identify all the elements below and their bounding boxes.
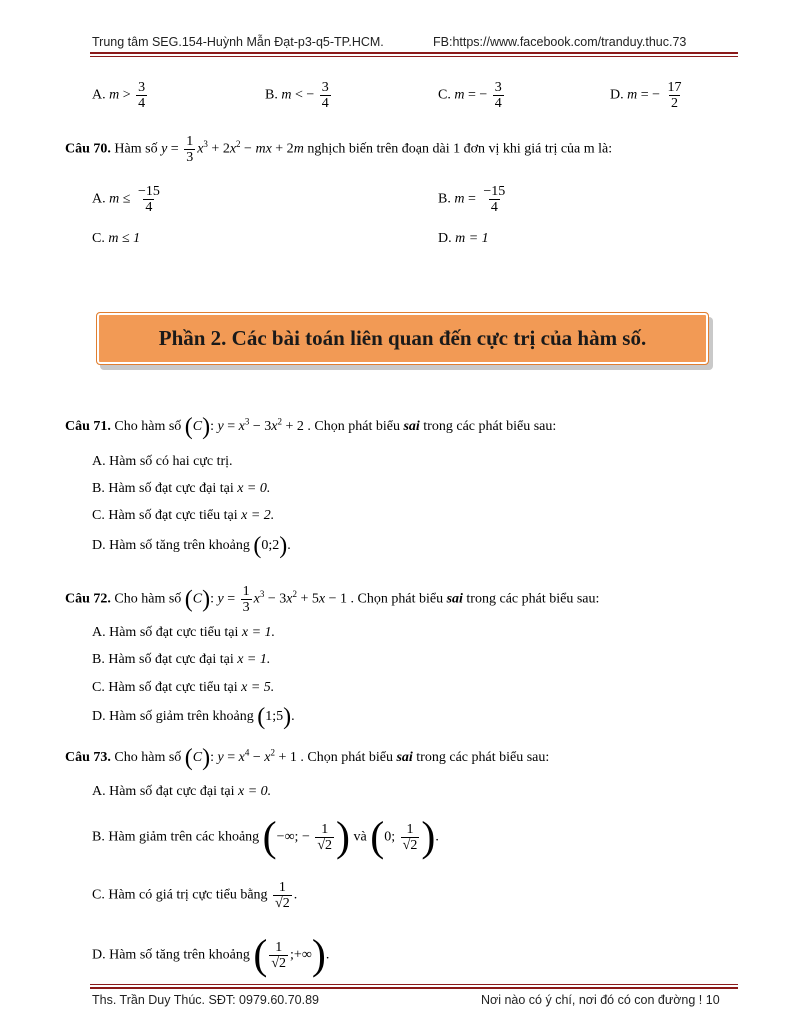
q69-option-a: A. m > $\frac{3}{4}$ [92,80,146,111]
q72-option-a: A. Hàm số đạt cực tiểu tại x = 1. [92,625,276,640]
q69-option-d: D. m = − $\frac{17}{2}$ [610,80,682,111]
q73-stem: Câu 73. Cho hàm số (C): $y = x^4 - x^2 + 1$ . Chọn phát biểu sai trong các phát biểu sau: [65,745,550,771]
q73-option-a: A. Hàm số đạt cực đại tại x = 0. [92,784,272,799]
q72-option-c: C. Hàm số đạt cực tiểu tại x = 5. [92,680,275,695]
q69-option-b: B. m < − $\frac{3}{4}$ [265,80,329,111]
q72-option-d: D. Hàm số giảm trên khoảng (1;5). [92,704,295,730]
footer-rule-thin [90,984,738,985]
q70-option-a: A. m ≤ $\frac{-15}{4}$ [92,184,160,215]
q73-option-c: C. Hàm có giá trị cực tiểu bằng $\frac{1}{√2}$ . [92,880,298,911]
q71-option-c: C. Hàm số đạt cực tiểu tại x = 2. [92,508,275,523]
footer-right: Nơi nào có ý chí, nơi đó có con đường ! 10 [481,993,720,1007]
q71-option-d: D. Hàm số tăng trên khoảng (0;2). [92,533,291,559]
header-right[interactable]: FB:https://www.facebook.com/tranduy.thuc.73 [433,35,687,49]
q72-option-b: B. Hàm số đạt cực đại tại x = 1. [92,652,271,667]
footer-left: Ths. Trần Duy Thúc. SĐT: 0979.60.70.89 [92,993,319,1007]
header-left: Trung tâm SEG.154-Huỳnh Mẫn Đạt-p3-q5-TP.HCM. [92,35,384,49]
q71-stem: Câu 71. Cho hàm số (C): $y = x^3 - 3x^2 + 2$ . Chọn phát biểu sai trong các phát biểu sau: [65,414,557,440]
header-rule-thin [90,56,738,57]
footer-rule [90,987,738,989]
q71-option-b: B. Hàm số đạt cực đại tại x = 0. [92,481,271,496]
q70-option-b: B. m = $\frac{-15}{4}$ [438,184,506,215]
q73-option-b: B. Hàm giảm trên các khoảng (−∞; − $\frac{1}{√2}$ ) và (0; $\frac{1}{√2}$ ). [92,814,439,861]
q71-option-a: A. Hàm số có hai cực trị. [92,454,233,469]
q70-stem: Câu 70. Hàm số y = $\frac{1}{3}$ $x^3 + 2x^2$ − mx + 2m nghịch biến trên đoạn dài 1 đơn vị khi giá trị của m là: [65,134,613,165]
q70-option-d: D. m = 1 [438,231,489,246]
q69-option-c: C. m = − $\frac{3}{4}$ [438,80,502,111]
q73-option-d: D. Hàm số tăng trên khoảng ( $\frac{1}{√2}$ ;+∞). [92,932,330,979]
section-title: Phần 2. Các bài toán liên quan đến cực trị của hàm số. [158,326,647,350]
q72-stem: Câu 72. Cho hàm số (C): y = $\frac{1}{3}$ $x^3 - 3x^2 + 5x - 1$ . Chọn phát biểu sai trong các phát biểu sau: [65,584,600,615]
q70-option-c: C. m ≤ 1 [92,231,141,246]
section-banner [96,312,709,365]
header-rule [90,52,738,54]
